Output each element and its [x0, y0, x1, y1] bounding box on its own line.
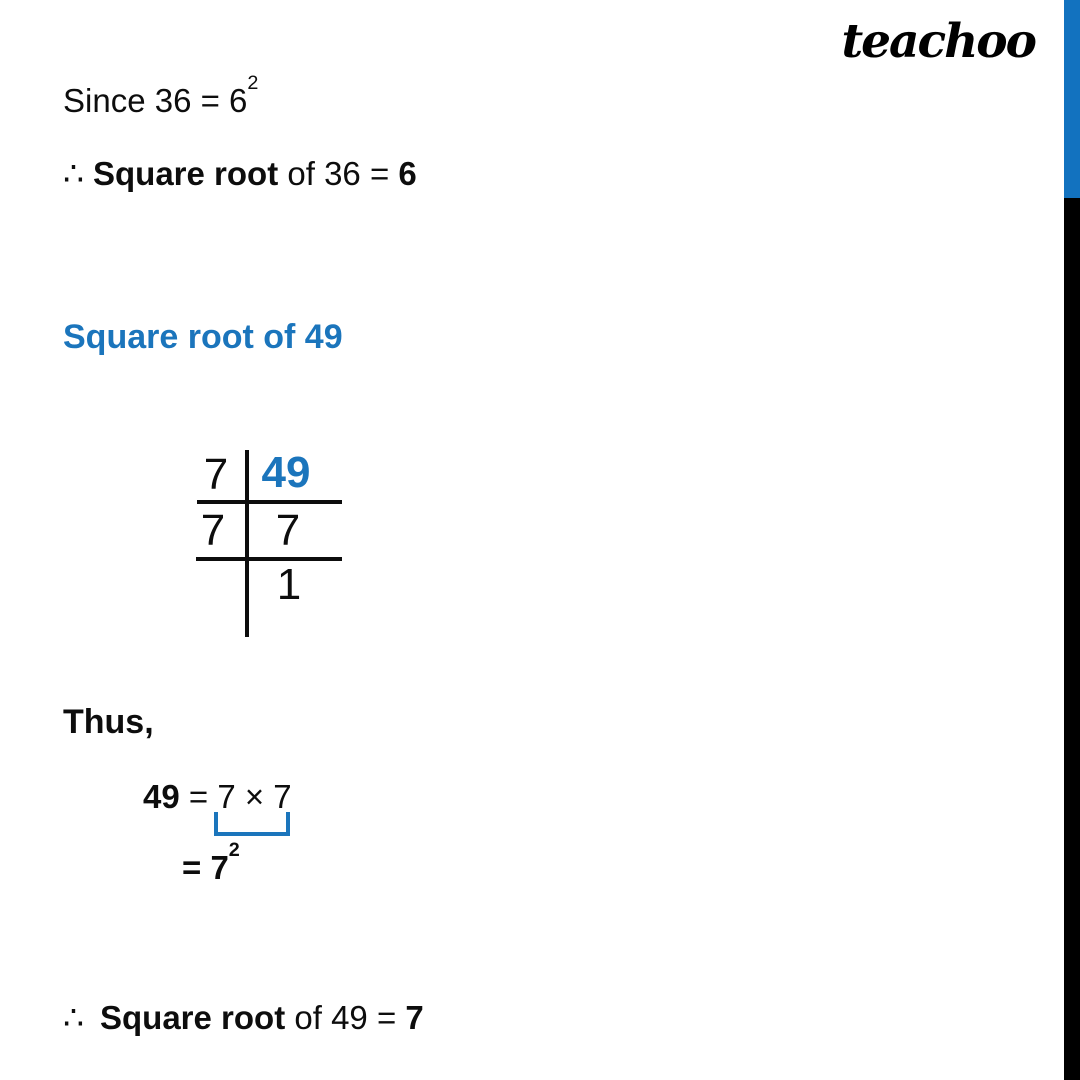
since-text: Since 36 = 6	[63, 82, 248, 119]
of-49-text: of 49 =	[294, 999, 397, 1036]
square-root-bold: Square root	[100, 999, 286, 1036]
result-36: 6	[398, 155, 417, 192]
square-root-bold: Square root	[93, 155, 279, 192]
pair-bracket	[214, 812, 290, 836]
table-row-0-divisor: 7	[203, 450, 229, 499]
since-line	[63, 72, 259, 119]
square-equation	[182, 839, 240, 886]
of-36-text: of 36 =	[287, 155, 390, 192]
result-49: 7	[405, 999, 424, 1036]
thus-label: Thus,	[63, 703, 154, 741]
teachoo-logo: teachoo	[841, 14, 1035, 69]
edge-bar-blue	[1064, 0, 1080, 198]
table-vertical-line	[245, 450, 249, 637]
section-heading: Square root of 49	[63, 318, 343, 356]
since-superscript: 2	[247, 72, 259, 95]
table-row-1-quotient: 7	[275, 506, 301, 555]
edge-bar-black	[1064, 198, 1080, 1080]
eq1-rhs: = 7 × 7	[188, 778, 292, 815]
table-row-2-quotient: 1	[276, 560, 302, 609]
therefore-symbol: ∴	[63, 999, 84, 1036]
therefore-symbol: ∴	[63, 155, 84, 192]
table-horizontal-line-1	[197, 500, 342, 504]
conclusion-36-line	[63, 156, 417, 192]
eq1-lhs: 49	[143, 778, 180, 815]
factorization-equation	[143, 779, 292, 815]
eq2-base: = 7	[182, 849, 229, 886]
eq2-superscript: 2	[228, 839, 240, 862]
table-row-1-divisor: 7	[200, 506, 226, 555]
table-row-0-quotient: 49	[261, 448, 311, 497]
conclusion-49-line	[63, 1000, 424, 1036]
